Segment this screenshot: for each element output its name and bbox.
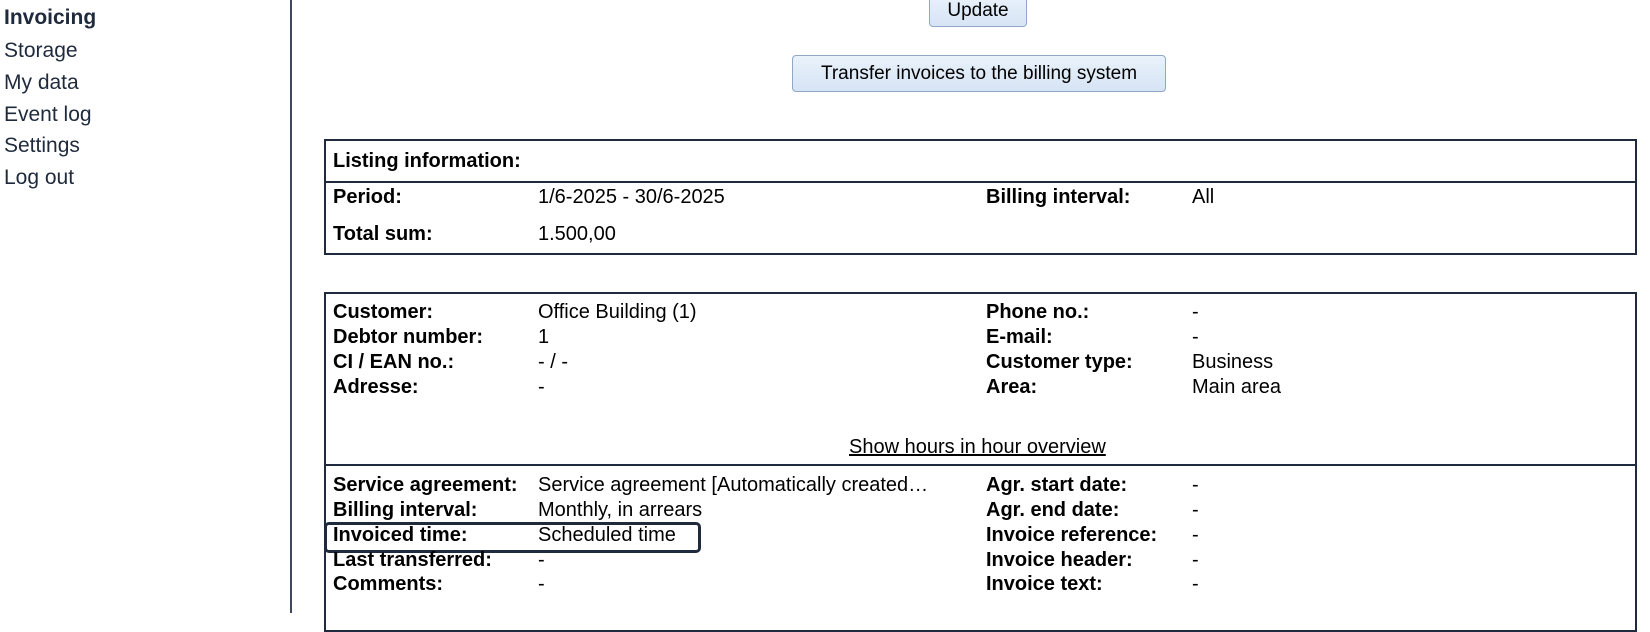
customer-value: Office Building (1) (538, 301, 697, 323)
sidebar-item-log-out[interactable]: Log out (4, 166, 75, 189)
debtor-number-label: Debtor number: (333, 326, 483, 348)
sidebar-nav (0, 0, 290, 613)
area-value: Main area (1192, 376, 1281, 398)
address-value: - (538, 376, 545, 398)
billing-interval-value: All (1192, 186, 1215, 208)
sidebar-item-storage[interactable]: Storage (4, 39, 78, 62)
customer-type-label: Customer type: (986, 351, 1133, 373)
address-label: Adresse: (333, 376, 419, 398)
invoiced-time-value: Scheduled time (538, 524, 676, 546)
period-label: Period: (333, 186, 402, 208)
phone-label: Phone no.: (986, 301, 1090, 323)
phone-value: - (1192, 301, 1199, 323)
sidebar-item-settings[interactable]: Settings (4, 134, 80, 157)
listing-info-panel (324, 139, 1637, 255)
invoice-text-label: Invoice text: (986, 573, 1103, 595)
period-value: 1/6-2025 - 30/6-2025 (538, 186, 725, 208)
sidebar-item-event-log[interactable]: Event log (4, 103, 92, 126)
agr-start-date-label: Agr. start date: (986, 474, 1128, 496)
customer-panel (324, 292, 1637, 632)
invoice-header-value: - (1192, 549, 1199, 571)
customer-type-value: Business (1192, 351, 1274, 373)
sidebar-divider (290, 0, 292, 613)
email-value: - (1192, 326, 1199, 348)
debtor-number-value: 1 (538, 326, 550, 348)
update-button[interactable]: Update (929, 0, 1027, 27)
service-agreement-value: Service agreement [Automatically created… (538, 474, 929, 496)
sidebar-item-my-data[interactable]: My data (4, 71, 79, 94)
show-hours-link[interactable]: Show hours in hour overview (849, 436, 1106, 458)
last-transferred-label: Last transferred: (333, 549, 492, 571)
invoice-header-label: Invoice header: (986, 549, 1133, 571)
sidebar-item-invoicing[interactable]: Invoicing (4, 6, 97, 29)
agr-end-date-label: Agr. end date: (986, 499, 1120, 521)
agreement-billing-interval-value: Monthly, in arrears (538, 499, 703, 521)
invoiced-time-label: Invoiced time: (333, 524, 468, 546)
area-label: Area: (986, 376, 1038, 398)
comments-value: - (538, 573, 545, 595)
invoice-text-value: - (1192, 573, 1199, 595)
last-transferred-value: - (538, 549, 545, 571)
total-sum-label: Total sum: (333, 223, 433, 245)
total-sum-value: 1.500,00 (538, 223, 616, 245)
listing-info-header: Listing information: (333, 150, 521, 172)
service-agreement-label: Service agreement: (333, 474, 518, 496)
agr-start-date-value: - (1192, 474, 1199, 496)
comments-label: Comments: (333, 573, 444, 595)
billing-interval-label: Billing interval: (986, 186, 1131, 208)
listing-header-divider (326, 181, 1635, 183)
agr-end-date-value: - (1192, 499, 1199, 521)
agreement-divider (326, 464, 1635, 466)
customer-label: Customer: (333, 301, 434, 323)
email-label: E-mail: (986, 326, 1053, 348)
ci-ean-value: - / - (538, 351, 568, 373)
agreement-billing-interval-label: Billing interval: (333, 499, 478, 521)
invoice-reference-label: Invoice reference: (986, 524, 1158, 546)
transfer-invoices-button[interactable]: Transfer invoices to the billing system (792, 55, 1166, 92)
ci-ean-label: CI / EAN no.: (333, 351, 455, 373)
invoice-reference-value: - (1192, 524, 1199, 546)
